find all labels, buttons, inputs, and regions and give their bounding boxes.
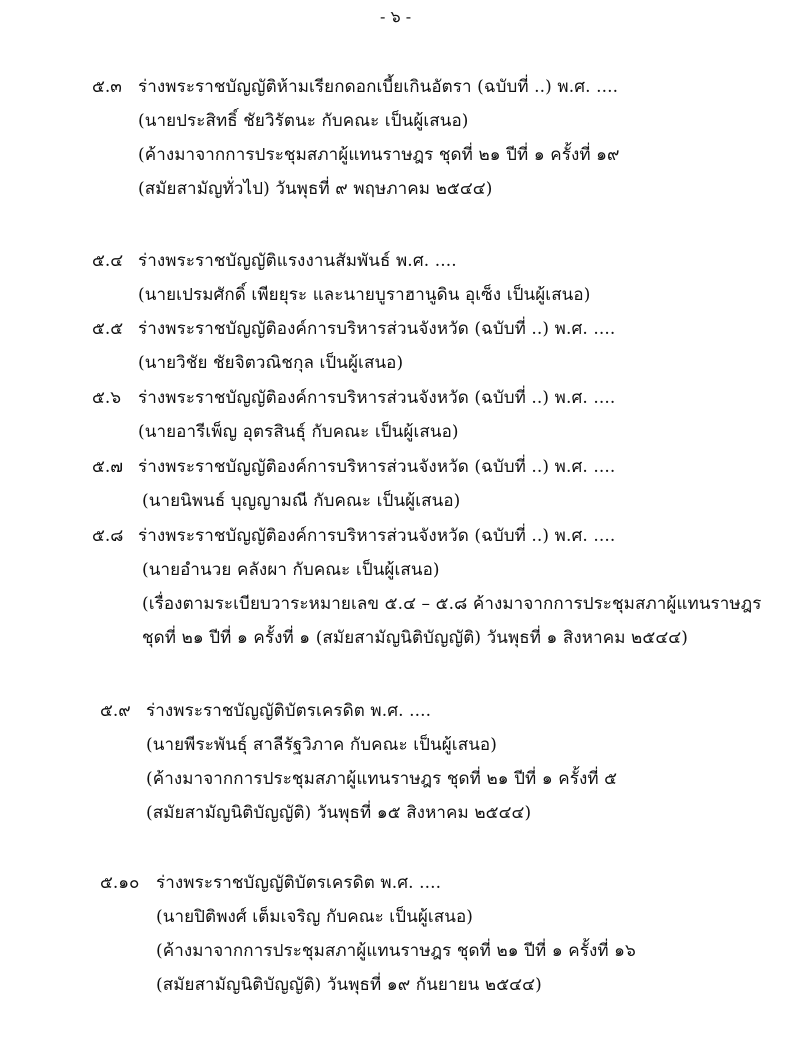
item-detail: (ค้างมาจากการประชุมสภาผู้แทนราษฎร ชุดที่ ๒๑ ปีที่ ๑ ครั้งที่ ๑๙	[138, 145, 620, 165]
item-number: ๕.๙	[100, 701, 131, 721]
item-title: ร่างพระราชบัญญัติองค์การบริหารส่วนจังหวัด (ฉบับที่ ..) พ.ศ. ....	[138, 457, 616, 477]
item-number: ๕.๘	[92, 526, 124, 546]
item-detail: (เรื่องตามระเบียบวาระหมายเลข ๕.๔ – ๕.๘ ค้างมาจากการประชุมสภาผู้แทนราษฎร	[142, 594, 762, 614]
item-detail: (นายประสิทธิ์ ชัยวิรัตนะ กับคณะ เป็นผู้เสนอ)	[138, 111, 469, 131]
item-title: ร่างพระราชบัญญัติห้ามเรียกดอกเบี้ยเกินอัตรา (ฉบับที่ ..) พ.ศ. ....	[138, 77, 619, 97]
item-detail: (นายวิชัย ชัยจิตวณิชกุล เป็นผู้เสนอ)	[138, 353, 404, 373]
item-title: ร่างพระราชบัญญัติแรงงานสัมพันธ์ พ.ศ. ....	[138, 251, 457, 271]
item-detail: ชุดที่ ๒๑ ปีที่ ๑ ครั้งที่ ๑ (สมัยสามัญนิติบัญญัติ) วันพุธที่ ๑ สิงหาคม ๒๕๔๔)	[142, 628, 688, 648]
item-title: ร่างพระราชบัญญัติองค์การบริหารส่วนจังหวัด (ฉบับที่ ..) พ.ศ. ....	[138, 319, 616, 339]
item-number: ๕.๕	[92, 319, 124, 339]
item-title: ร่างพระราชบัญญัติบัตรเครดิต พ.ศ. ....	[146, 701, 432, 721]
item-title: ร่างพระราชบัญญัติองค์การบริหารส่วนจังหวัด (ฉบับที่ ..) พ.ศ. ....	[138, 526, 616, 546]
item-detail: (สมัยสามัญนิติบัญญัติ) วันพุธที่ ๑๙ กันยายน ๒๕๔๔)	[156, 975, 542, 995]
item-detail: (สมัยสามัญนิติบัญญัติ) วันพุธที่ ๑๕ สิงหาคม ๒๕๔๔)	[146, 803, 532, 823]
item-detail: (ค้างมาจากการประชุมสภาผู้แทนราษฎร ชุดที่ ๒๑ ปีที่ ๑ ครั้งที่ ๕	[146, 769, 618, 789]
item-detail: (นายนิพนธ์ บุญญามณี กับคณะ เป็นผู้เสนอ)	[142, 491, 461, 511]
item-detail: (นายเปรมศักดิ์ เพียยุระ และนายบูราฮานูดิน อุเซ็ง เป็นผู้เสนอ)	[138, 285, 591, 305]
item-detail: (นายปิติพงศ์ เต็มเจริญ กับคณะ เป็นผู้เสนอ)	[156, 907, 474, 927]
item-number: ๕.๑๐	[100, 873, 140, 893]
item-detail: (นายอารีเพ็ญ อุตรสินธุ์ กับคณะ เป็นผู้เสนอ)	[138, 422, 459, 442]
item-detail: (นายพีระพันธุ์ สาลีรัฐวิภาค กับคณะ เป็นผู้เสนอ)	[146, 735, 497, 755]
item-number: ๕.๓	[92, 77, 122, 97]
item-number: ๕.๖	[92, 388, 122, 408]
item-detail: (ค้างมาจากการประชุมสภาผู้แทนราษฎร ชุดที่ ๒๑ ปีที่ ๑ ครั้งที่ ๑๖	[156, 941, 636, 961]
item-title: ร่างพระราชบัญญัติบัตรเครดิต พ.ศ. ....	[156, 873, 442, 893]
item-title: ร่างพระราชบัญญัติองค์การบริหารส่วนจังหวัด (ฉบับที่ ..) พ.ศ. ....	[138, 388, 616, 408]
item-number: ๕.๔	[92, 251, 124, 271]
item-number: ๕.๗	[92, 457, 124, 477]
item-detail: (สมัยสามัญทั่วไป) วันพุธที่ ๙ พฤษภาคม ๒๕๔๔)	[138, 179, 493, 199]
page-number: - ๖ -	[380, 7, 412, 26]
item-detail: (นายอำนวย คลังผา กับคณะ เป็นผู้เสนอ)	[142, 560, 440, 580]
